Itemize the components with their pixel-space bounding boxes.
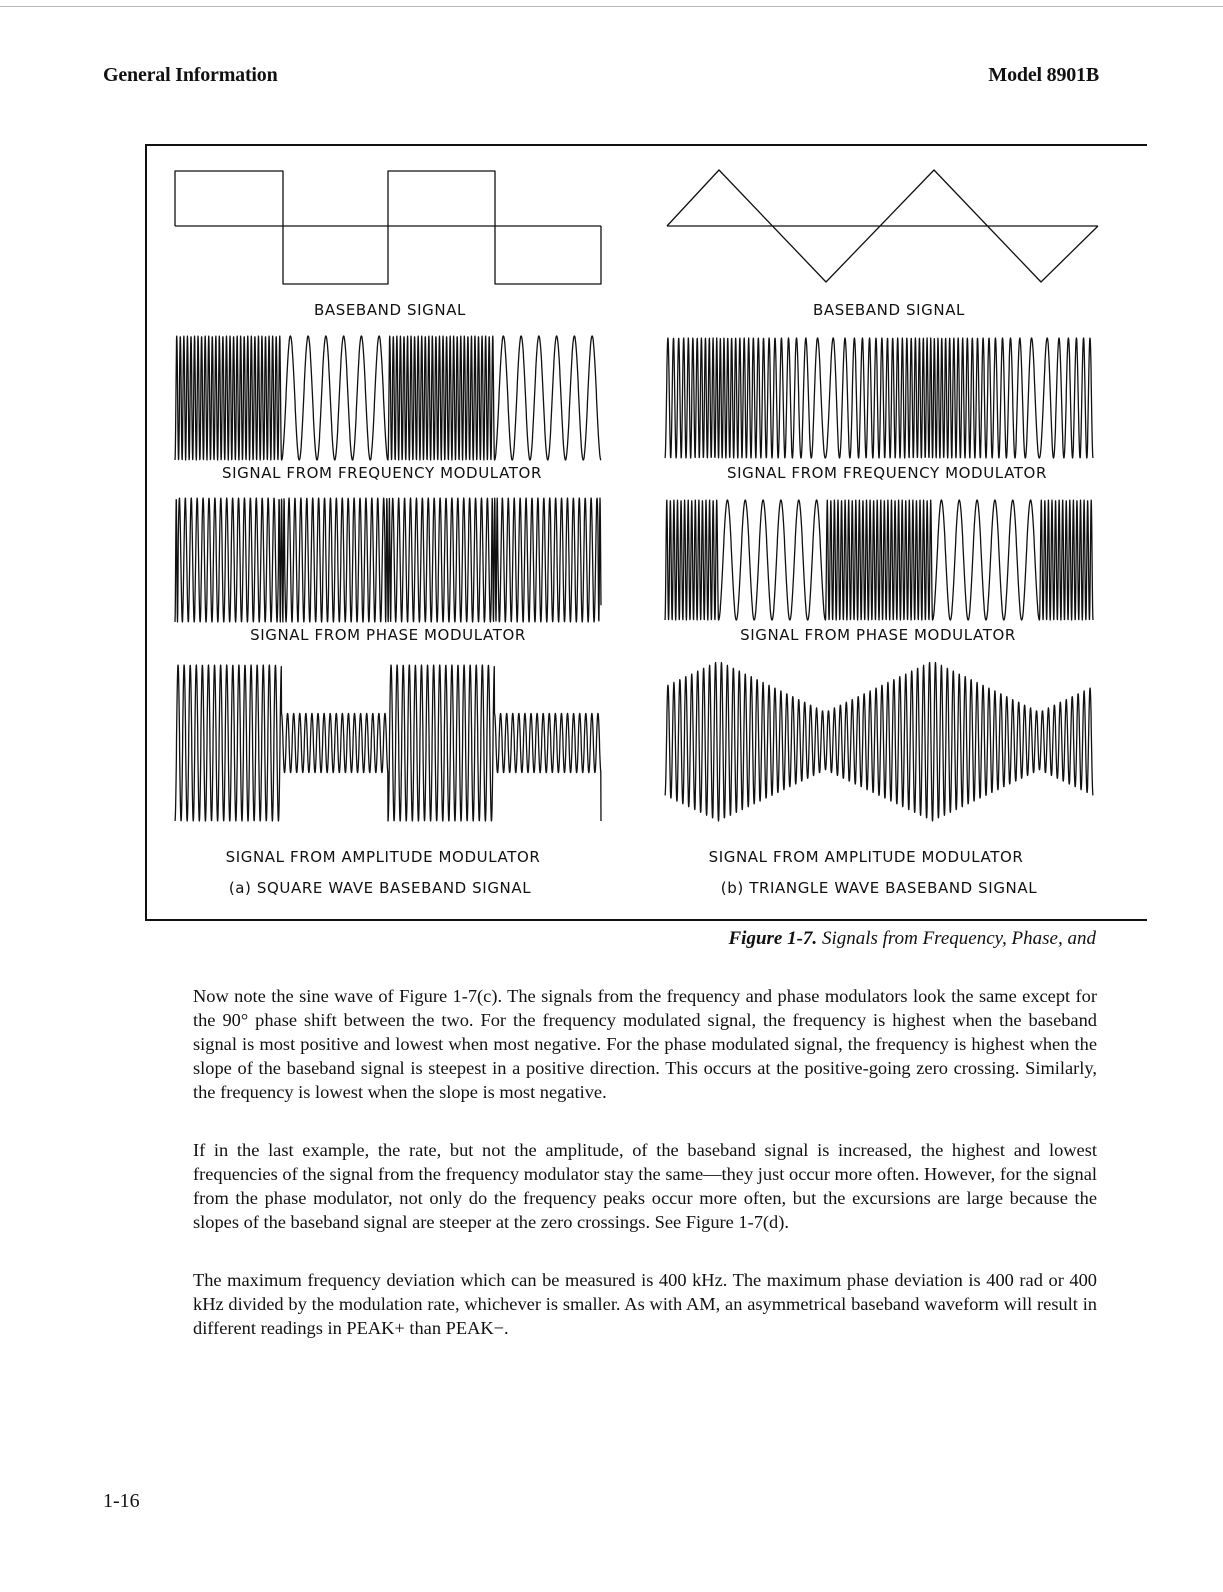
am-label-a: SIGNAL FROM AMPLITUDE MODULATOR [225, 848, 541, 866]
page-number: 1-16 [103, 1490, 140, 1512]
baseband-label-a: BASEBAND SIGNAL [313, 301, 467, 319]
triangle-fm-signal [665, 338, 1093, 458]
waveform-diagram [147, 146, 1147, 919]
baseband-label-b: BASEBAND SIGNAL [812, 301, 966, 319]
subcaption-b: (b) TRIANGLE WAVE BASEBAND SIGNAL [720, 879, 1038, 897]
fm-label-a: SIGNAL FROM FREQUENCY MODULATOR [222, 464, 542, 482]
square-baseband-signal [175, 171, 601, 284]
triangle-am-signal [665, 663, 1093, 822]
fm-label-b: SIGNAL FROM FREQUENCY MODULATOR [727, 464, 1047, 482]
triangle-baseband-signal [667, 170, 1098, 282]
subcaption-a: (a) SQUARE WAVE BASEBAND SIGNAL [228, 879, 532, 897]
square-am-signal [175, 665, 601, 821]
page-top-rule [0, 6, 1223, 7]
square-fm-signal [175, 336, 601, 460]
am-label-b: SIGNAL FROM AMPLITUDE MODULATOR [708, 848, 1024, 866]
pm-label-a: SIGNAL FROM PHASE MODULATOR [250, 626, 526, 644]
figure-caption [729, 928, 1097, 950]
triangle-pm-signal [665, 500, 1093, 620]
paragraph-3: The maximum frequency deviation which can be measured is 400 kHz. The maximum phase deviation is 400 rad or 400 kHz divided by the modulation rate, whichever is smaller. As with AM, an asymmetrical baseband waveform will result in different readings in PEAK+ than PEAK−. [193, 1270, 1097, 1338]
model-header: Model 8901B [988, 64, 1099, 86]
paragraph-1: Now note the sine wave of Figure 1-7(c). The signals from the frequency and phase modulators look the same except for the 90° phase shift between the two. For the frequency modulated signal, the frequency is highest when the baseband signal is most positive and lowest when most negative. For the phase modulated signal, the frequency is highest when the slope of the baseband signal is steepest in a positive direction. This occurs at the positive-going zero crossing. Similarly, the frequency is lowest when the slope is most negative. [193, 986, 1097, 1102]
pm-label-b: SIGNAL FROM PHASE MODULATOR [740, 626, 1016, 644]
paragraph-2: If in the last example, the rate, but not the amplitude, of the baseband signal is increased, the highest and lowest frequencies of the signal from the frequency modulator stay the same—they just occur more often. However, for the signal from the phase modulator, not only do the frequency peaks occur more often, but the excursions are large because the slopes of the baseband signal are steeper at the zero crossings. See Figure 1-7(d). [193, 1140, 1097, 1232]
figure-1-7 [145, 144, 1147, 921]
figure-number: Figure 1-7. [728, 928, 818, 949]
square-pm-signal [175, 498, 601, 622]
section-header: General Information [103, 64, 278, 86]
figure-title: Signals from Frequency, Phase, and [821, 928, 1096, 949]
